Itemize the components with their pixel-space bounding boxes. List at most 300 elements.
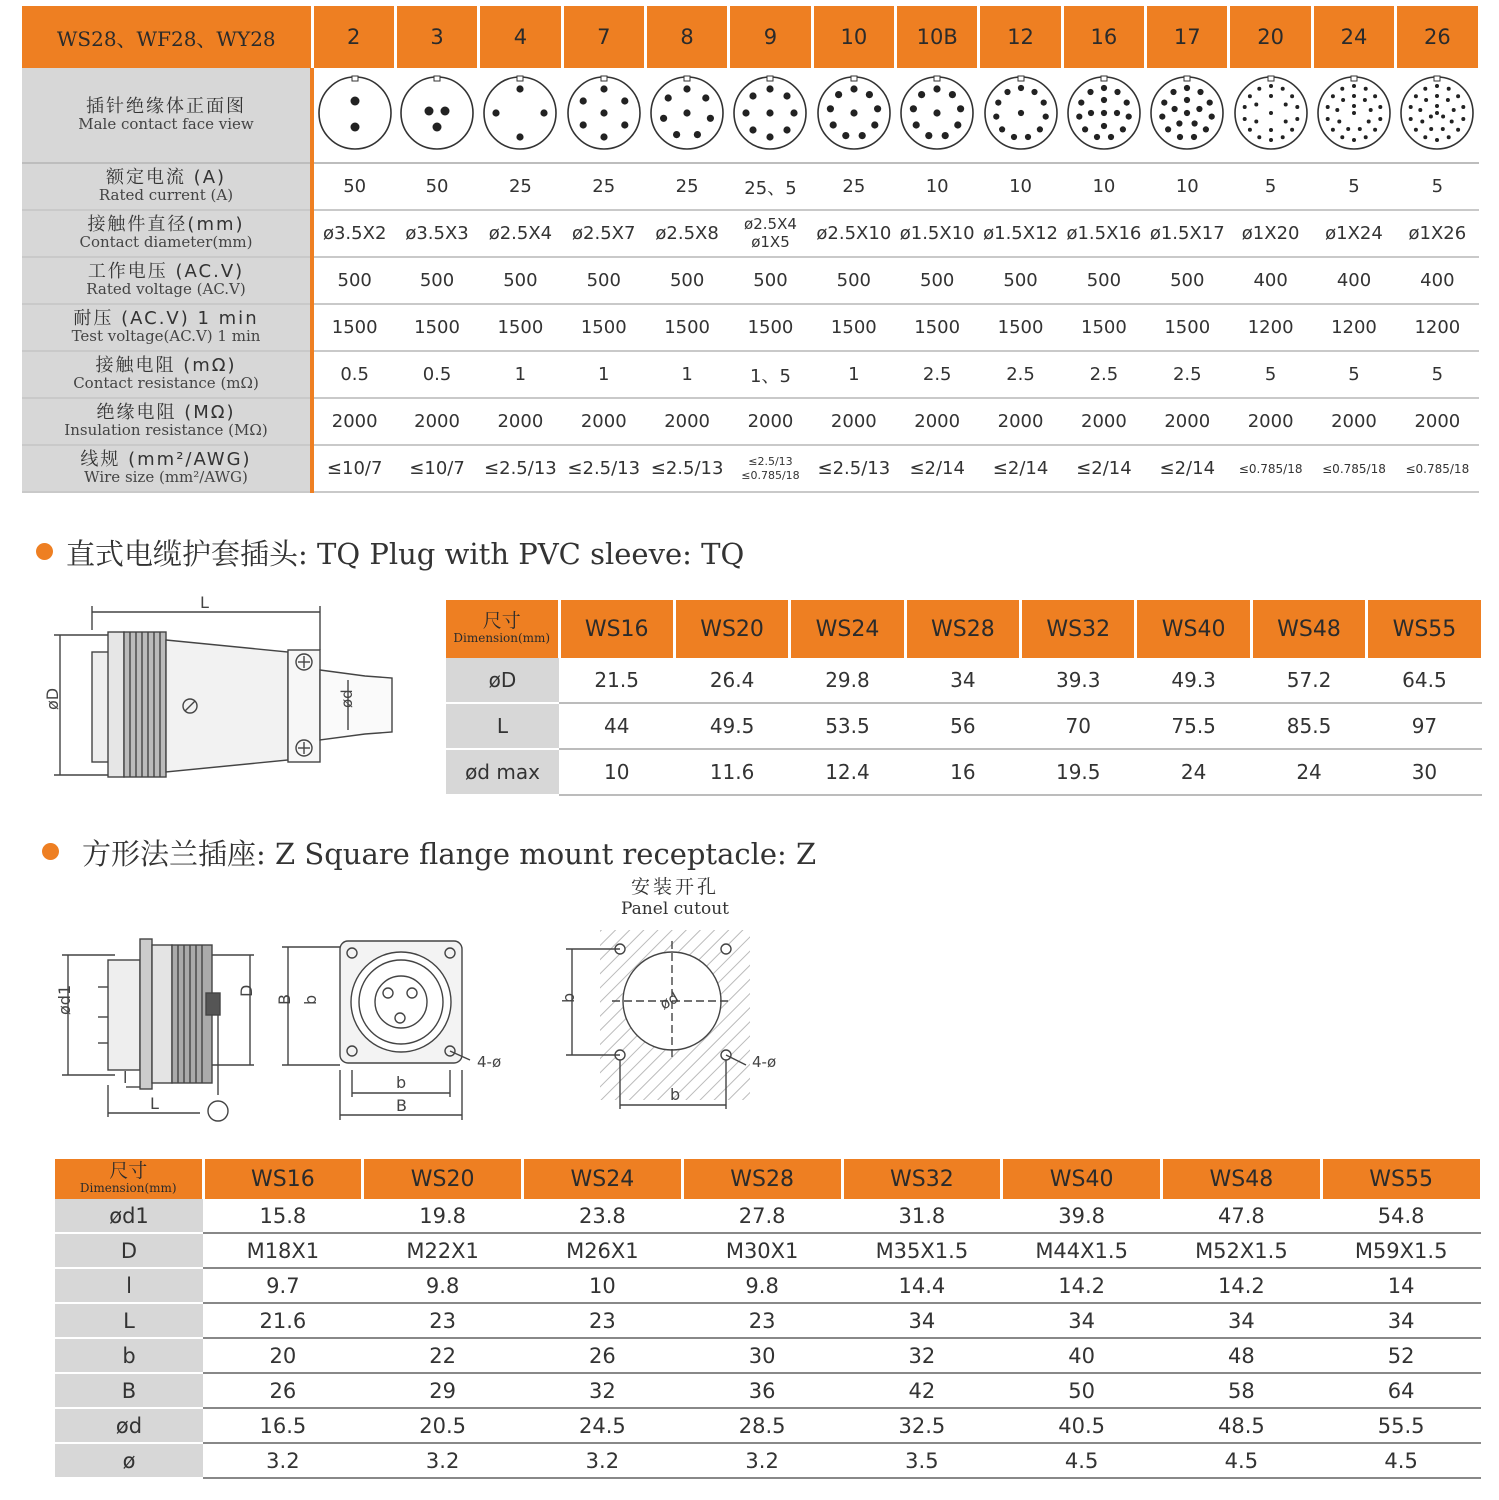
- contact-pin-icon: [1352, 111, 1356, 115]
- spec-value-cell: ≤2/14: [896, 445, 979, 492]
- spec-value-cell: 500: [729, 257, 812, 304]
- spec-row: [22, 398, 1479, 445]
- contact-pin-icon: [829, 121, 836, 128]
- contact-pin-icon: [517, 85, 524, 92]
- pin-count-header: 10B: [896, 6, 979, 68]
- dim-d-label: ød: [656, 988, 682, 1014]
- contact-pin-icon: [1177, 120, 1183, 126]
- dimension-header-zh: 尺寸: [109, 1160, 148, 1183]
- dimension-value: 39.8: [1002, 1199, 1162, 1233]
- contact-pin-icon: [541, 109, 548, 116]
- dimension-value: 12.4: [790, 749, 905, 795]
- contact-pin-icon: [1340, 87, 1344, 91]
- contact-pin-icon: [1171, 89, 1177, 95]
- contact-pin-icon: [1367, 120, 1371, 124]
- dimension-value: 9.7: [203, 1268, 363, 1303]
- contact-pin-icon: [1257, 87, 1261, 91]
- contact-pin-icon: [1198, 89, 1204, 95]
- row-label: [22, 398, 312, 445]
- contact-pin-icon: [1447, 135, 1451, 139]
- tq-section-title: 直式电缆护套插头: TQ Plug with PVC sleeve: TQ: [66, 537, 745, 571]
- dimension-value: M22X1: [363, 1233, 523, 1268]
- dimension-label: ø: [55, 1443, 203, 1478]
- dimension-value: 9.8: [363, 1268, 523, 1303]
- dimension-value: 23: [363, 1303, 523, 1338]
- dimension-label: b: [55, 1338, 203, 1373]
- dimension-value: 30: [682, 1338, 842, 1373]
- contact-pin-icon: [600, 85, 607, 92]
- spec-value-cell: 500: [562, 257, 645, 304]
- spec-value-cell: ø1.5X17: [1146, 210, 1229, 257]
- contact-pin-icon: [999, 126, 1005, 132]
- spec-row: [22, 210, 1479, 257]
- contact-pin-icon: [910, 105, 917, 112]
- pin-face-icon: [1399, 75, 1475, 151]
- spec-value-cell: 2000: [479, 398, 562, 445]
- dimension-value: 15.8: [203, 1199, 363, 1233]
- dimension-value: 58: [1162, 1373, 1322, 1408]
- spec-value-cell: ≤2.5/13: [562, 445, 645, 492]
- contact-pin-icon: [934, 109, 941, 116]
- pin-count-header: 26: [1396, 6, 1479, 68]
- model-column-header: WS20: [363, 1159, 523, 1199]
- dim-L-label: L: [150, 1094, 159, 1113]
- contact-pin-icon: [767, 85, 774, 92]
- spec-value-cell: ≤10/7: [395, 445, 478, 492]
- dimension-value: 28.5: [682, 1408, 842, 1443]
- row-label-en: Test voltage(AC.V) 1 min: [71, 327, 261, 346]
- row-label-zh: 工作电压 (AC.V): [87, 261, 245, 283]
- dimension-header-en: Dimension(mm): [79, 1181, 177, 1196]
- contact-pin-icon: [1326, 105, 1330, 109]
- pin-face-cell: [979, 68, 1062, 163]
- contact-pin-icon: [1161, 100, 1167, 106]
- pin-count-header: 10: [812, 6, 895, 68]
- contact-pin-icon: [1004, 89, 1010, 95]
- pin-face-cell: [896, 68, 979, 163]
- contact-pin-icon: [1462, 105, 1466, 109]
- dimension-value: 3.2: [682, 1443, 842, 1478]
- contact-pin-icon: [1108, 134, 1114, 140]
- contact-pin-icon: [925, 132, 932, 139]
- spec-value-cell: ≤2.5/13: [812, 445, 895, 492]
- dimension-value: 32: [523, 1373, 683, 1408]
- pin-count-header: 16: [1062, 6, 1145, 68]
- dimension-value: 21.6: [203, 1303, 363, 1338]
- contact-pin-icon: [1010, 134, 1016, 140]
- spec-value-cell: 1、5: [729, 351, 812, 398]
- spec-value-cell: ø3.5X2: [312, 210, 395, 257]
- contact-pin-icon: [1435, 94, 1439, 98]
- contact-pin-icon: [842, 132, 849, 139]
- dim-B-label: B: [275, 994, 294, 1005]
- spec-value-cell: ø2.5X8: [645, 210, 728, 257]
- contact-pin-icon: [1446, 98, 1450, 102]
- dimension-value: M35X1.5: [842, 1233, 1002, 1268]
- contact-pin-icon: [1358, 127, 1362, 131]
- contact-pin-icon: [1024, 134, 1030, 140]
- contact-pin-icon: [1335, 108, 1339, 112]
- contact-pin-icon: [866, 91, 873, 98]
- dimension-value: 42: [842, 1373, 1002, 1408]
- dimension-value: 23: [523, 1303, 683, 1338]
- panel-cutout-label: [560, 872, 790, 919]
- contact-pin-icon: [441, 107, 450, 116]
- contact-pin-icon: [874, 105, 881, 112]
- row-label-zh: 接触件直径(mm): [87, 214, 245, 236]
- row-label-en: Male contact face view: [78, 114, 254, 133]
- spec-value-cell: ø2.5X4: [479, 210, 562, 257]
- pin-face-cell: [1146, 68, 1229, 163]
- spec-value-cell: ø1X26: [1396, 210, 1479, 257]
- contact-pin-icon: [1203, 126, 1209, 132]
- contact-pin-icon: [1269, 94, 1273, 98]
- spec-value-cell: 1500: [812, 304, 895, 351]
- dimension-value: 34: [1002, 1303, 1162, 1338]
- cell-line: ø1X5: [751, 232, 790, 251]
- row-label-en: Rated voltage (AC.V): [86, 280, 246, 299]
- contact-pin-icon: [1441, 127, 1445, 131]
- dimension-value: 20.5: [363, 1408, 523, 1443]
- spec-value-cell: 2000: [1229, 398, 1312, 445]
- pin-count-header: 8: [645, 6, 728, 68]
- spec-value-cell: 50: [395, 163, 478, 210]
- model-column-header: WS16: [203, 1159, 363, 1199]
- spec-value-cell: 2000: [395, 398, 478, 445]
- dimension-value: 29: [363, 1373, 523, 1408]
- contact-pin-icon: [1209, 114, 1215, 120]
- pin-face-cell: [312, 68, 395, 163]
- contact-pin-icon: [1340, 135, 1344, 139]
- contact-pin-icon: [1242, 117, 1246, 121]
- contact-pin-icon: [850, 109, 857, 116]
- contact-pin-icon: [1177, 134, 1183, 140]
- dimension-value: 26.4: [674, 658, 789, 703]
- spec-value-cell: 10: [1062, 163, 1145, 210]
- spec-value-cell: ≤2.5/13: [645, 445, 728, 492]
- spec-value-cell: ≤0.785/18: [1312, 445, 1395, 492]
- dim-d1-label: ød1: [55, 984, 74, 1015]
- contact-pin-icon: [1191, 134, 1197, 140]
- spec-value-cell: 500: [979, 257, 1062, 304]
- row-label: [22, 68, 312, 163]
- contact-pin-icon: [600, 133, 607, 140]
- spec-value-cell: ≤2/14: [1146, 445, 1229, 492]
- contact-pin-icon: [600, 109, 607, 116]
- contact-pin-icon: [1352, 84, 1356, 88]
- spec-value-cell: 2000: [729, 398, 812, 445]
- spec-value-cell: 2000: [1062, 398, 1145, 445]
- contact-pin-icon: [1124, 100, 1130, 106]
- dimension-value: 56: [905, 703, 1020, 749]
- contact-pin-icon: [750, 92, 757, 99]
- contact-pin-icon: [1036, 126, 1042, 132]
- spec-value-cell: 2000: [1312, 398, 1395, 445]
- spec-value-cell: 2.5: [896, 351, 979, 398]
- dimension-value: 22: [363, 1338, 523, 1373]
- pin-count-header: 4: [479, 6, 562, 68]
- dimension-value: 34: [905, 658, 1020, 703]
- dimension-value: 32.5: [842, 1408, 1002, 1443]
- contact-pin-icon: [1414, 94, 1418, 98]
- spec-value-cell: 400: [1312, 257, 1395, 304]
- pin-face-icon: [399, 75, 475, 151]
- dimension-row: [55, 1338, 1481, 1373]
- contact-pin-icon: [1031, 89, 1037, 95]
- row-label: [22, 210, 312, 257]
- spec-value-cell: 2000: [896, 398, 979, 445]
- dimension-value: 3.2: [523, 1443, 683, 1478]
- section-bullet-icon: [42, 843, 59, 860]
- contact-pin-icon: [942, 132, 949, 139]
- dimension-value: 64.5: [1367, 658, 1482, 703]
- z-dimension-table: [55, 1159, 1483, 1479]
- row-label-zh: 耐压 (AC.V) 1 min: [73, 308, 259, 330]
- dimension-value: 4.5: [1321, 1443, 1481, 1478]
- contact-pin-icon: [1363, 98, 1367, 102]
- model-column-header: WS40: [1136, 600, 1251, 658]
- contact-pin-icon: [1352, 104, 1356, 108]
- contact-pin-icon: [784, 92, 791, 99]
- contact-pin-icon: [1462, 117, 1466, 121]
- dim-b-label: b: [301, 994, 320, 1005]
- spec-row: [22, 163, 1479, 210]
- dimension-value: 44: [559, 703, 674, 749]
- dimension-value: M18X1: [203, 1233, 363, 1268]
- spec-value-cell: ø2.5X10: [812, 210, 895, 257]
- spec-value-cell: 5: [1229, 163, 1312, 210]
- spec-row: [22, 445, 1479, 492]
- dim-hole-label: 4-ø: [752, 1053, 777, 1071]
- spec-value-cell: 25: [562, 163, 645, 210]
- dimension-label: D: [55, 1233, 203, 1268]
- dimension-value: 55.5: [1321, 1408, 1481, 1443]
- contact-pin-icon: [1429, 115, 1433, 119]
- dimension-value: 48.5: [1162, 1408, 1322, 1443]
- dimension-value: M26X1: [523, 1233, 683, 1268]
- pin-face-cell: [1396, 68, 1479, 163]
- contact-pin-icon: [1447, 87, 1451, 91]
- contact-pin-icon: [1017, 85, 1023, 91]
- contact-pin-icon: [1094, 134, 1100, 140]
- dimension-value: 16: [905, 749, 1020, 795]
- dimension-value: 34: [842, 1303, 1002, 1338]
- contact-pin-icon: [1430, 127, 1434, 131]
- spec-value-cell: 1: [812, 351, 895, 398]
- spec-value-cell: ø1.5X12: [979, 210, 1062, 257]
- row-label: [22, 304, 312, 351]
- contact-pin-icon: [621, 97, 628, 104]
- dimension-value: 24.5: [523, 1408, 683, 1443]
- spec-value-cell: 1200: [1312, 304, 1395, 351]
- z-section-title: 方形法兰插座: Z Square flange mount receptacle: Z: [82, 837, 817, 871]
- contact-pin-icon: [1257, 135, 1261, 139]
- row-label-zh: 接触电阻 (mΩ): [95, 355, 237, 377]
- spec-value-cell: 5: [1312, 163, 1395, 210]
- dimension-value: 19.8: [363, 1199, 523, 1233]
- contact-pin-icon: [1352, 138, 1356, 142]
- dim-L-label: L: [200, 593, 209, 612]
- pin-face-icon: [482, 75, 558, 151]
- spec-value-cell: ≤2/14: [979, 445, 1062, 492]
- contact-pin-icon: [1207, 100, 1213, 106]
- cell-line: ø2.5X4: [744, 215, 797, 234]
- contact-pin-icon: [827, 105, 834, 112]
- contact-pin-icon: [579, 121, 586, 128]
- contact-pin-icon: [1295, 117, 1299, 121]
- row-label-zh: 插针绝缘体正面图: [86, 95, 246, 117]
- dimension-value: 49.5: [674, 703, 789, 749]
- dimension-value: 26: [523, 1338, 683, 1373]
- spec-value-cell: 0.5: [312, 351, 395, 398]
- pin-face-icon: [816, 75, 892, 151]
- pin-face-cell: [645, 68, 728, 163]
- row-label: [22, 163, 312, 210]
- spec-value-cell: 5: [1312, 351, 1395, 398]
- contact-pin-icon: [1269, 128, 1273, 132]
- spec-header-row: [22, 6, 1479, 68]
- spec-value-cell: ø2.5X7: [562, 210, 645, 257]
- dimension-value: 14.2: [1162, 1268, 1322, 1303]
- dim-B-label: B: [396, 1096, 407, 1115]
- spec-value-cell: 2.5: [979, 351, 1062, 398]
- contact-pin-icon: [871, 121, 878, 128]
- contact-pin-icon: [665, 94, 672, 101]
- dimension-value: 75.5: [1136, 703, 1251, 749]
- contact-pin-icon: [949, 91, 956, 98]
- contact-pin-icon: [433, 123, 442, 132]
- contact-pin-icon: [1269, 138, 1273, 142]
- contact-pin-icon: [1435, 111, 1439, 115]
- spec-value-cell: 1500: [896, 304, 979, 351]
- dimension-value: 85.5: [1251, 703, 1366, 749]
- model-column-header: WS28: [905, 600, 1020, 658]
- contact-pin-icon: [1331, 94, 1335, 98]
- dimension-row: [55, 1233, 1481, 1268]
- pin-face-icon: [649, 75, 725, 151]
- dimension-row: [55, 1303, 1481, 1338]
- spec-value-cell: 500: [479, 257, 562, 304]
- dimension-value: 36: [682, 1373, 842, 1408]
- contact-pin-icon: [957, 105, 964, 112]
- model-column-header: WS32: [1021, 600, 1136, 658]
- contact-pin-icon: [784, 126, 791, 133]
- dimension-header-zh: 尺寸: [482, 610, 521, 633]
- contact-pin-icon: [850, 85, 857, 92]
- spec-value-cell: 500: [812, 257, 895, 304]
- contact-pin-icon: [993, 114, 999, 120]
- contact-pin-icon: [750, 126, 757, 133]
- dimension-value: 14.4: [842, 1268, 1002, 1303]
- spec-value-cell: ≤2.5/13: [479, 445, 562, 492]
- dimension-header: [446, 600, 559, 658]
- contact-pin-icon: [1192, 120, 1198, 126]
- contact-pin-icon: [1248, 128, 1252, 132]
- cell-line: ≤2.5/13: [748, 454, 793, 468]
- dimension-value: 16.5: [203, 1408, 363, 1443]
- contact-pin-icon: [1364, 87, 1368, 91]
- contact-pin-icon: [1456, 128, 1460, 132]
- spec-value-cell: 2000: [312, 398, 395, 445]
- dimension-value: M59X1.5: [1321, 1233, 1481, 1268]
- contact-pin-icon: [684, 85, 691, 92]
- spec-value-cell: ≤0.785/18: [1229, 445, 1312, 492]
- contact-pin-icon: [934, 85, 941, 92]
- contact-pin-icon: [1346, 127, 1350, 131]
- contact-pin-icon: [995, 100, 1001, 106]
- section-bullet-icon: [36, 543, 53, 560]
- contact-pin-icon: [1082, 126, 1088, 132]
- model-column-header: WS48: [1162, 1159, 1322, 1199]
- contact-pin-icon: [1409, 105, 1413, 109]
- contact-pin-icon: [1120, 126, 1126, 132]
- contact-pin-icon: [1101, 123, 1107, 129]
- contact-pin-icon: [767, 133, 774, 140]
- dimension-value: 21.5: [559, 658, 674, 703]
- row-label: [22, 257, 312, 304]
- pin-face-icon: [1316, 75, 1392, 151]
- spec-value-cell: 2000: [645, 398, 728, 445]
- contact-pin-icon: [1017, 110, 1023, 116]
- spec-value-cell: 1: [562, 351, 645, 398]
- contact-pin-icon: [918, 91, 925, 98]
- spec-value-cell: 25: [812, 163, 895, 210]
- row-label-en: Wire size (mm²/AWG): [84, 468, 248, 487]
- contact-pin-icon: [694, 131, 701, 138]
- contact-pin-icon: [1172, 106, 1178, 112]
- spec-value-cell: 2000: [979, 398, 1062, 445]
- contact-pin-icon: [1369, 108, 1373, 112]
- contact-pin-icon: [1042, 114, 1048, 120]
- pin-face-icon: [566, 75, 642, 151]
- spec-value-cell: ø3.5X3: [395, 210, 478, 257]
- contact-pin-icon: [1101, 85, 1107, 91]
- spec-value-cell: 5: [1229, 351, 1312, 398]
- pin-face-icon: [1233, 75, 1309, 151]
- pin-count-header: 9: [729, 6, 812, 68]
- pin-count-header: 12: [979, 6, 1062, 68]
- dimension-value: M30X1: [682, 1233, 842, 1268]
- contact-pin-icon: [1326, 117, 1330, 121]
- pin-face-cell: [395, 68, 478, 163]
- pin-face-row: [22, 68, 1479, 163]
- row-label-zh: 绝缘电阻 (MΩ): [96, 402, 236, 424]
- contact-pin-icon: [858, 132, 865, 139]
- series-label: WS28、WF28、WY28: [22, 6, 312, 68]
- dimension-value: 40: [1002, 1338, 1162, 1373]
- dimension-value: 39.3: [1021, 658, 1136, 703]
- dimension-value: 34: [1162, 1303, 1322, 1338]
- contact-pin-icon: [673, 131, 680, 138]
- dimension-value: 3.2: [363, 1443, 523, 1478]
- spec-value-cell: 500: [1146, 257, 1229, 304]
- dimension-label: ød: [55, 1408, 203, 1443]
- contact-pin-icon: [1331, 128, 1335, 132]
- dimension-row: [55, 1268, 1481, 1303]
- dimension-row: [55, 1373, 1481, 1408]
- spec-value-cell: 2.5: [1062, 351, 1145, 398]
- pin-count-header: 2: [312, 6, 395, 68]
- dimension-value: 24: [1251, 749, 1366, 795]
- spec-value-cell: 2000: [812, 398, 895, 445]
- spec-value-cell: 1500: [645, 304, 728, 351]
- dimension-label: l: [55, 1268, 203, 1303]
- dimension-label: L: [55, 1303, 203, 1338]
- dimension-value: 11.6: [674, 749, 789, 795]
- row-label: [22, 445, 312, 492]
- spec-value-cell: ø1.5X10: [896, 210, 979, 257]
- dimension-label: B: [55, 1373, 203, 1408]
